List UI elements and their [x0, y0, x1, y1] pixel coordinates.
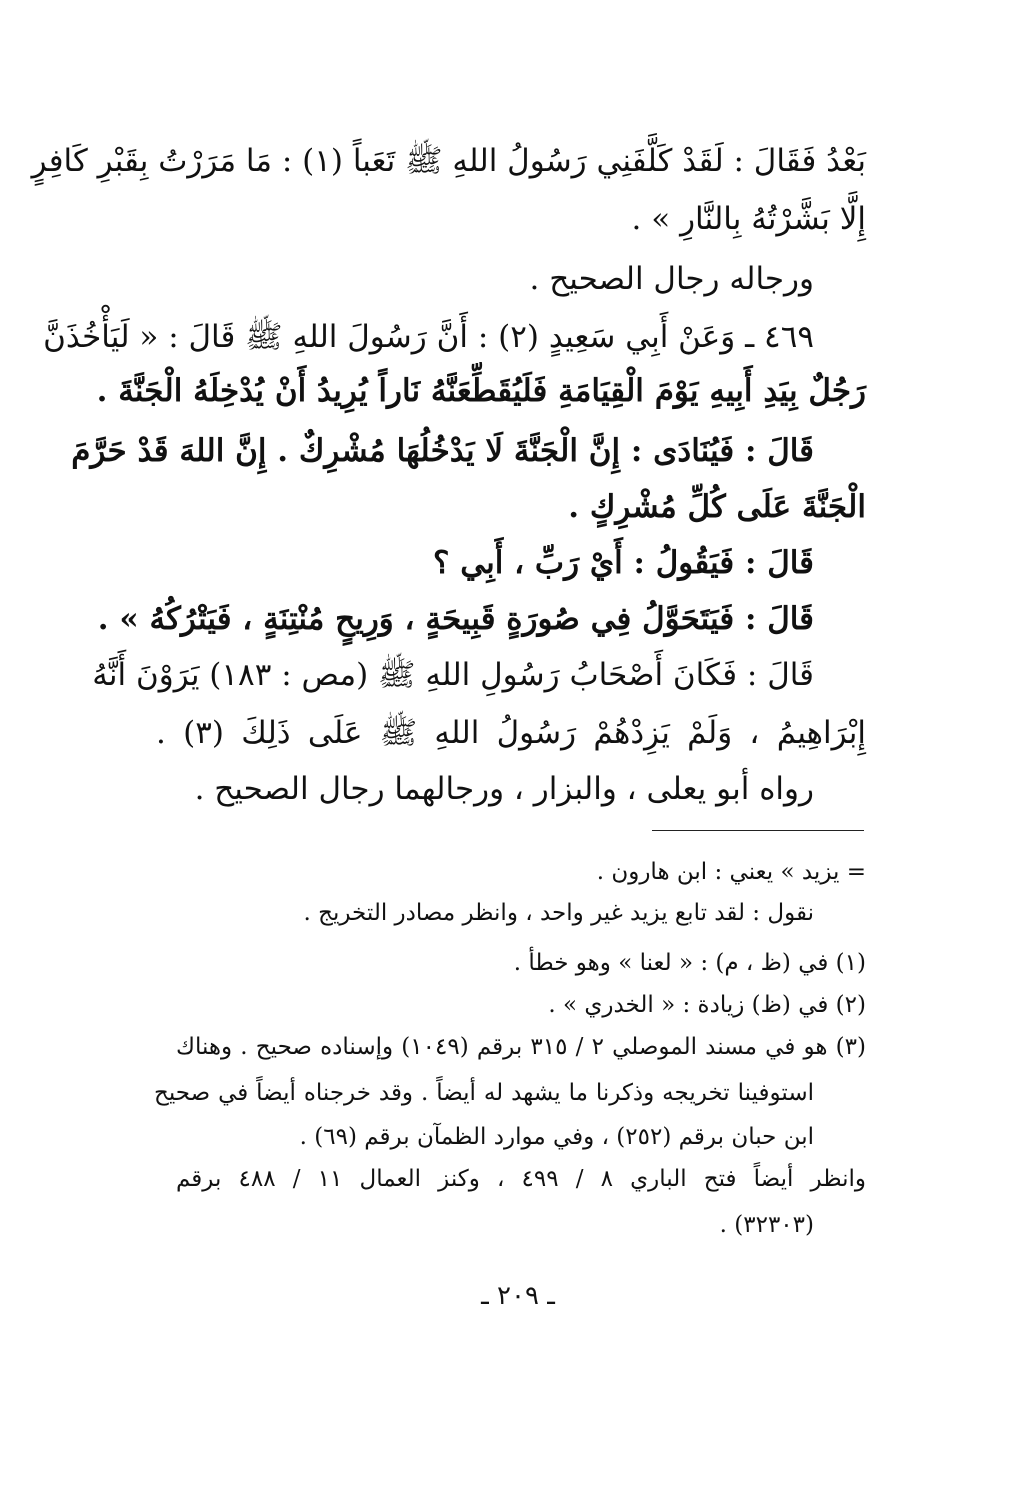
main-line-5: رَجُلٌ بِيَدِ أَبِيهِ يَوْمَ الْقِيَامَةِ فَلَيُقَطِّعَنَّهُ نَاراً يُرِيدُ أَنْ يُدْخِلَهُ الْجَنَّةَ .: [96, 373, 866, 409]
main-line-10: قَالَ : فَكَانَ أَصْحَابُ رَسُولِ اللهِ ﷺ (مص : ١٨٣) يَرَوْنَ أَنَّهُ: [92, 657, 814, 693]
main-line-11: إِبْرَاهِيمُ ، وَلَمْ يَزِدْهُمْ رَسُولُ اللهِ ﷺ عَلَى ذَلِكَ (٣) .: [156, 715, 866, 751]
footnote-continuation: = يزيد » يعني : ابن هارون .: [596, 859, 866, 885]
main-line-3: ورجاله رجال الصحيح .: [529, 261, 814, 297]
main-line-8: قَالَ : فَيَقُولُ : أَيْ رَبِّ ، أَبِي ؟: [433, 545, 814, 581]
footnote-1: (١) في (ظ ، م) : « لعنا » وهو خطأ .: [513, 950, 866, 976]
footnote-3-line-3: ابن حبان برقم (٢٥٢) ، وفي موارد الظمآن برقم (٦٩) .: [299, 1124, 814, 1150]
footnote-3: (٣) هو في مسند الموصلي ٢ / ٣١٥ برقم (١٠٤٩) وإسناده صحيح . وهناك: [176, 1034, 866, 1060]
footnote-separator: [652, 830, 864, 831]
main-line-2: إِلَّا بَشَّرْتُهُ بِالنَّارِ » .: [631, 201, 866, 237]
footnote-3-line-4: وانظر أيضاً فتح الباري ٨ / ٤٩٩ ، وكنز العمال ١١ / ٤٨٨ برقم: [176, 1166, 866, 1192]
main-line-7: الْجَنَّةَ عَلَى كُلِّ مُشْرِكٍ .: [568, 489, 866, 525]
hadith-number-line: ٤٦٩ ـ وَعَنْ أَبِي سَعِيدٍ (٢) : أَنَّ رَسُولَ اللهِ ﷺ قَالَ : « لَيَأْخُذَنَّ: [43, 319, 814, 355]
footnote-3-line-5: (٣٢٣٠٣) .: [719, 1212, 814, 1238]
main-line-6: قَالَ : فَيُنَادَى : إِنَّ الْجَنَّةَ لَا يَدْخُلُهَا مُشْرِكٌ . إِنَّ اللهَ قَدْ حَرَّمَ: [71, 433, 814, 469]
main-line-12: رواه أبو يعلى ، والبزار ، ورجالهما رجال الصحيح .: [194, 771, 814, 807]
main-line-1: بَعْدُ فَقَالَ : لَقَدْ كَلَّفَنِي رَسُولُ اللهِ ﷺ تَعَباً (١) : مَا مَرَرْتُ بِقَبْرِ كَافِرٍ: [31, 143, 866, 179]
footnote-2: (٢) في (ظ) زيادة : « الخدري » .: [548, 992, 866, 1018]
page-number: ـ ٢٠٩ ـ: [481, 1281, 555, 1311]
main-line-9: قَالَ : فَيَتَحَوَّلُ فِي صُورَةٍ قَبِيحَةٍ ، وَرِيحٍ مُنْتِنَةٍ ، فَيَتْرُكُهُ » .: [97, 601, 814, 637]
footnote-3-line-2: استوفينا تخريجه وذكرنا ما يشهد له أيضاً . وقد خرجناه أيضاً في صحيح: [154, 1080, 814, 1106]
footnote-continuation-2: نقول : لقد تابع يزيد غير واحد ، وانظر مصادر التخريج .: [303, 900, 814, 926]
